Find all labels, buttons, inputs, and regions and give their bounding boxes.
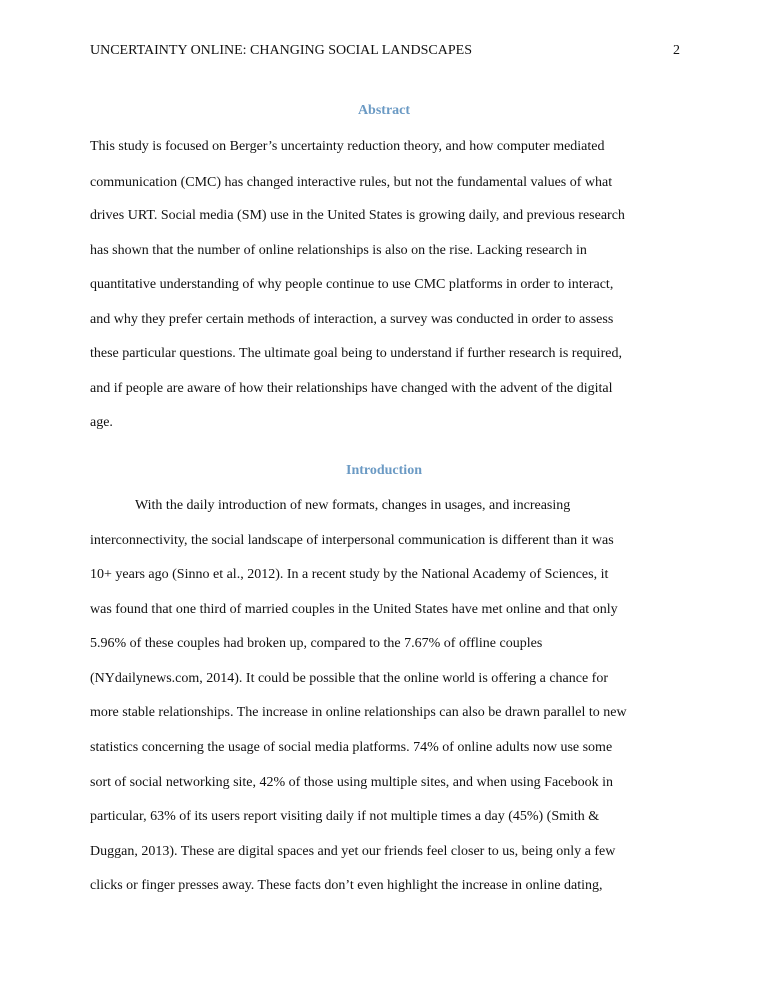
abstract-line: This study is focused on Berger’s uncertainty reduction theory, and how computer mediated — [90, 139, 605, 154]
abstract-heading: Abstract — [357, 103, 411, 118]
introduction-line: sort of social networking site, 42% of those using multiple sites, and when using Facebook in — [90, 775, 613, 790]
abstract-line: drives URT. Social media (SM) use in the United States is growing daily, and previous research — [90, 208, 625, 223]
introduction-line: interconnectivity, the social landscape of interpersonal communication is different than it was — [90, 533, 614, 548]
introduction-line: 10+ years ago (Sinno et al., 2012). In a recent study by the National Academy of Sciences, it — [90, 567, 609, 582]
abstract-line: quantitative understanding of why people continue to use CMC platforms in order to interact, — [90, 277, 614, 292]
introduction-line: was found that one third of married couples in the United States have met online and that only — [90, 602, 618, 617]
abstract-line: these particular questions. The ultimate goal being to understand if further research is required, — [90, 346, 622, 361]
abstract-line: age. — [90, 415, 113, 430]
introduction-line: more stable relationships. The increase in online relationships can also be drawn parallel to new — [90, 705, 627, 720]
introduction-line: clicks or finger presses away. These facts don’t even highlight the increase in online dating, — [90, 878, 603, 893]
abstract-line: communication (CMC) has changed interactive rules, but not the fundamental values of what — [90, 175, 613, 190]
introduction-line: Duggan, 2013). These are digital spaces and yet our friends feel closer to us, being only a few — [90, 844, 616, 859]
introduction-line: statistics concerning the usage of social media platforms. 74% of online adults now use some — [90, 740, 613, 755]
introduction-line: 5.96% of these couples had broken up, compared to the 7.67% of offline couples — [90, 636, 543, 651]
abstract-line: and if people are aware of how their relationships have changed with the advent of the digital — [90, 381, 613, 396]
page-number: 2 — [673, 43, 680, 58]
introduction-line: (NYdailynews.com, 2014). It could be possible that the online world is offering a chance for — [90, 671, 608, 686]
running-head: UNCERTAINTY ONLINE: CHANGING SOCIAL LANDSCAPES — [90, 43, 472, 58]
abstract-line: and why they prefer certain methods of interaction, a survey was conducted in order to assess — [90, 312, 614, 327]
introduction-line: particular, 63% of its users report visiting daily if not multiple times a day (45%) (Smith & — [90, 809, 600, 824]
introduction-line: With the daily introduction of new formats, changes in usages, and increasing — [135, 498, 571, 513]
introduction-heading: Introduction — [346, 463, 422, 478]
abstract-line: has shown that the number of online relationships is also on the rise. Lacking research in — [90, 243, 587, 258]
